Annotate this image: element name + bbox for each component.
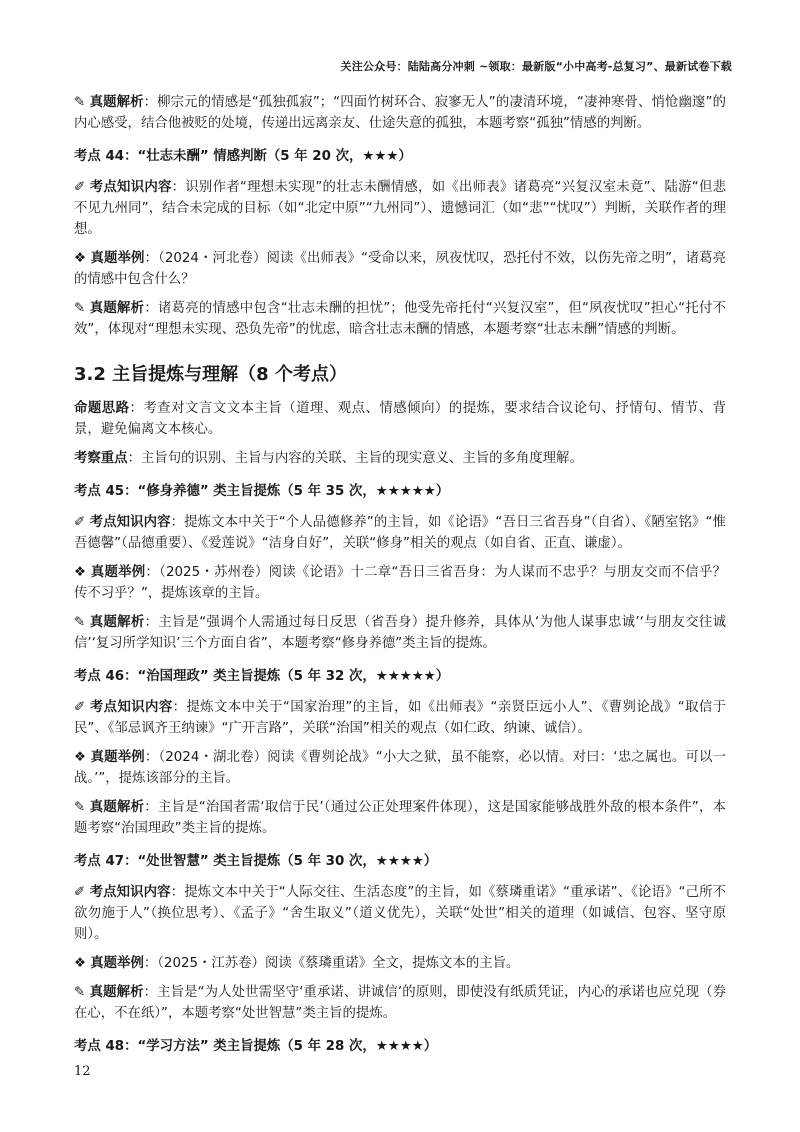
exam-point-heading: 考点 48：“学习方法” 类主旨提炼（5 年 28 次，★★★★） — [74, 1039, 438, 1054]
paragraph-label: 真题解析 — [89, 985, 144, 1000]
paragraph-label: 真题举例 — [90, 956, 144, 971]
paragraph-text: ：识别作者“理想未实现”的壮志未酬情感，如《出师表》诸葛亮“兴复汉室未竟”、陆游“但悲不见九州同”，结合未完成的目标（如“北定中原”“九州同”）、遗憾词汇（如“悲”“忧叹”）判断，关联作者的理想。 — [74, 180, 726, 237]
paragraph-text: ：提炼文本中关于“个人品德修养”的主旨，如《论语》“吾日三省吾身”（自省）、《陋室铭》“惟吾德馨”（品德重要）、《爱莲说》“洁身自好”，关联“修身”相关的观点（如自省、正直、谦虚）。 — [74, 515, 726, 551]
paragraph-text: ：主旨是“治国者需‘取信于民’（通过公正处理案件体现），这是国家能够战胜外敌的根本条件”，本题考察“治国理政”类主旨的提炼。 — [74, 800, 727, 836]
page-number: 12 — [74, 1064, 91, 1079]
paragraph — [74, 697, 726, 739]
paragraph-text: ：（2025・苏州卷）阅读《论语》十二章“吾日三省吾身：为人谋而不忠乎？与朋友交而不信乎？传不习乎？”，提炼该章的主旨。 — [74, 565, 727, 601]
bullet-icon: ✐ — [74, 515, 86, 530]
paragraph — [74, 298, 726, 340]
exam-point-heading: 考点 46：“治国理政” 类主旨提炼（5 年 32 次，★★★★★） — [74, 669, 450, 684]
exam-point-heading: 考点 44：“壮志未酬” 情感判断（5 年 20 次，★★★） — [74, 149, 412, 164]
paragraph-label: 真题解析 — [89, 615, 145, 630]
paragraph-text: ：主旨句的识别、主旨与内容的关联、主旨的现实意义、主旨的多角度理解。 — [127, 451, 583, 466]
paragraph — [74, 953, 726, 974]
paragraph — [74, 512, 726, 554]
paragraph — [74, 398, 726, 440]
bullet-icon: ✎ — [74, 800, 86, 815]
paragraph — [74, 747, 726, 789]
paragraph — [74, 448, 726, 469]
bullet-icon: ❖ — [74, 565, 87, 580]
paragraph-label: 命题思路 — [74, 401, 130, 416]
paragraph — [74, 92, 726, 134]
page-header: 关注公众号：陆陆高分冲刺 ~领取：最新版“小中高考-总复习”、最新试卷下载 — [340, 60, 732, 73]
bullet-icon: ❖ — [74, 956, 87, 971]
paragraph — [74, 562, 726, 604]
paragraph — [74, 982, 726, 1024]
paragraph-text: ：主旨是“强调个人需通过每日反思（省吾身）提升修养，具体从‘为他人谋事忠诚’‘与朋友交往诚信’‘复习所学知识’三个方面自省”，本题考察“修身养德”类主旨的提炼。 — [74, 615, 726, 651]
paragraph — [74, 797, 726, 839]
paragraph-text: ：（2024・湖北卷）阅读《曹刿论战》“小大之狱，虽不能察，必以情。对曰：‘忠之属也。可以一战。’”，提炼该部分的主旨。 — [74, 750, 726, 786]
paragraph-label: 真题举例 — [90, 565, 146, 580]
bullet-icon: ✎ — [74, 615, 86, 630]
paragraph — [74, 882, 726, 945]
section-heading: 3.2 主旨提炼与理解（8 个考点） — [74, 364, 347, 385]
paragraph-text: ：提炼文本中关于“人际交往、生活态度”的主旨，如《蔡璘重诺》“重承诺”、《论语》“己所不欲勿施于人”（换位思考）、《孟子》“舍生取义”（道义优先），关联“处世”相关的道理（如诚信、包容、坚守原则）。 — [74, 885, 727, 942]
paragraph-label: 真题解析 — [89, 301, 145, 316]
paragraph-label: 考点知识内容 — [89, 180, 172, 195]
paragraph-text: ：提炼文本中关于“国家治理”的主旨，如《出师表》“亲贤臣远小人”、《曹刿论战》“取信于民”、《邹忌讽齐王纳谏》“广开言路”，关联“治国”相关的观点（如仁政、纳谏、诚信）。 — [74, 700, 727, 736]
paragraph-label: 真题解析 — [89, 800, 145, 815]
bullet-icon: ❖ — [74, 251, 87, 266]
paragraph-label: 真题举例 — [90, 750, 145, 765]
exam-point-heading: 考点 47：“处世智慧” 类主旨提炼（5 年 30 次，★★★★） — [74, 854, 438, 869]
document-body — [74, 92, 726, 1067]
bullet-icon: ❖ — [74, 750, 87, 765]
bullet-icon: ✎ — [74, 95, 86, 110]
bullet-icon: ✐ — [74, 180, 86, 195]
bullet-icon: ✐ — [74, 700, 86, 715]
paragraph — [74, 248, 726, 290]
paragraph-label: 真题解析 — [89, 95, 144, 110]
paragraph-text: ：诸葛亮的情感中包含“壮志未酬的担忧”；他受先帝托付“兴复汉室”，但“夙夜忧叹”担心“托付不效”，体现对“理想未实现、恐负先帝”的忧虑，暗含壮志未酬的情感，本题考察“壮志未酬”情感的判断。 — [74, 301, 727, 337]
paragraph — [74, 177, 726, 240]
bullet-icon: ✐ — [74, 885, 86, 900]
exam-point-heading: 考点 45：“修身养德” 类主旨提炼（5 年 35 次，★★★★★） — [74, 484, 450, 499]
bullet-icon: ✎ — [74, 985, 86, 1000]
paragraph — [74, 612, 726, 654]
paragraph-text: ：（2025・江苏卷）阅读《蔡璘重诺》全文，提炼文本的主旨。 — [143, 956, 520, 971]
paragraph-label: 考点知识内容 — [89, 515, 171, 530]
paragraph-text: ：考查对文言文文本主旨（道理、观点、情感倾向）的提炼，要求结合议论句、抒情句、情节、背景，避免偏离文本核心。 — [74, 401, 726, 437]
paragraph-label: 考点知识内容 — [89, 700, 173, 715]
paragraph-label: 考点知识内容 — [89, 885, 171, 900]
paragraph-label: 真题举例 — [90, 251, 145, 266]
bullet-icon: ✎ — [74, 301, 86, 316]
paragraph-text: ：柳宗元的情感是“孤独孤寂”；“四面竹树环合、寂寥无人”的凄清环境，“凄神寒骨、悄怆幽邃”的内心感受，结合他被贬的处境，传递出远离亲友、仕途失意的孤独，本题考察“孤独”情感的判断。 — [74, 95, 726, 131]
paragraph-label: 考察重点 — [74, 451, 128, 466]
paragraph-text: ：（2024・河北卷）阅读《出师表》“受命以来，夙夜忧叹，恐托付不效，以伤先帝之明”，诸葛亮的情感中包含什么？ — [74, 251, 727, 287]
paragraph-text: ：主旨是“为人处世需坚守‘重承诺、讲诚信’的原则，即使没有纸质凭证，内心的承诺也应兑现（券在心，不在纸）”，本题考察“处世智慧”类主旨的提炼。 — [74, 985, 727, 1021]
